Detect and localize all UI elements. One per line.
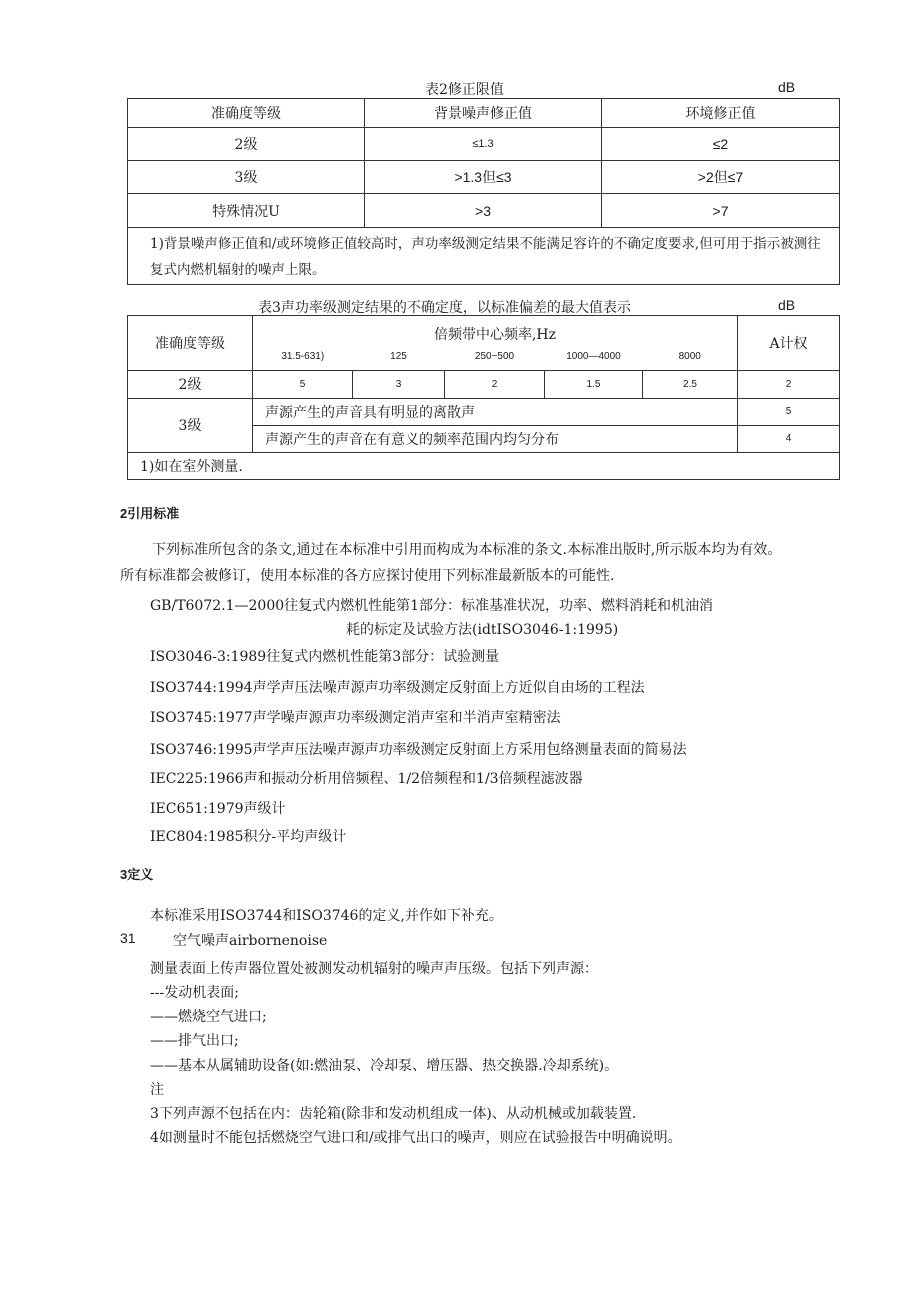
table-cell: 2 — [445, 370, 545, 398]
table-row — [128, 128, 840, 161]
table3-note: 1)如在室外测量. — [128, 452, 840, 479]
reference-item: ISO3046-3:1989往复式内燃机性能第3部分：试验测量 — [150, 649, 500, 665]
table-cell: 2 — [738, 370, 840, 398]
table-note-row — [128, 228, 840, 285]
table2-unit: dB — [778, 79, 796, 95]
table2-caption: 表2修正限值 — [425, 82, 504, 98]
note-item: 3下列声源不包括在内：齿轮箱(除非和发动机组成一体)、从动机械或加载装置. — [150, 1106, 637, 1122]
reference-item: ISO3745:1977声学噪声源声功率级测定消声室和半消声室精密法 — [150, 710, 561, 726]
table-cell: 3级 — [128, 398, 253, 452]
paragraph: 本标准采用ISO3744和ISO3746的定义,并作如下补充。 — [150, 908, 503, 924]
table-cell: >1.3但≤3 — [365, 161, 602, 194]
band-cell: 31.5-631) — [253, 344, 353, 370]
table-cell: 4 — [738, 425, 840, 452]
table2 — [127, 98, 840, 285]
band-cell: 8000 — [643, 344, 738, 370]
note-item: 4如测量时不能包括燃烧空气进口和/或排气出口的噪声，则应在试验报告中明确说明。 — [150, 1130, 682, 1146]
reference-item: ISO3744:1994声学声压法噪声源声功率级测定反射面上方近似自由场的工程法 — [150, 680, 645, 696]
table3-caption: 表3声功率级测定结果的不确定度，以标准偏差的最大值表示 — [258, 300, 631, 316]
header-cell: 背景噪声修正值 — [365, 99, 602, 128]
table-cell: 声源产生的声音在有意义的频率范围内均匀分布 — [253, 425, 738, 452]
reference-item: IEC651:1979声级计 — [150, 801, 286, 817]
table-cell: 声源产生的声音具有明显的离散声 — [253, 398, 738, 425]
table-cell: 特殊情况U — [128, 194, 365, 228]
table-header-row — [128, 99, 840, 128]
table-cell: 1.5 — [545, 370, 643, 398]
table-cell: 5 — [253, 370, 353, 398]
paragraph: 下列标准所包含的条文,通过在本标准中引用而构成为本标准的条文.本标准出版时,所示版本均为有效。 — [152, 542, 782, 558]
header-cell: 准确度等级 — [128, 99, 365, 128]
reference-item: 耗的标定及试验方法(idtISO3046-1:1995) — [346, 622, 619, 638]
reference-item: ISO3746:1995声学声压法噪声源声功率级测定反射面上方采用包络测量表面的简易法 — [150, 742, 687, 758]
section-heading: 2引用标准 — [120, 506, 180, 521]
list-item: ---发动机表面; — [150, 985, 239, 1001]
table-row — [128, 194, 840, 228]
table-cell: 5 — [738, 398, 840, 425]
table-cell: ≤2 — [602, 128, 840, 161]
table-row — [128, 370, 840, 398]
table-cell: 2级 — [128, 128, 365, 161]
term-number: 31 — [120, 930, 136, 946]
table-cell: 2.5 — [643, 370, 738, 398]
section-heading: 3定义 — [120, 867, 154, 882]
list-item: ——排气出口; — [150, 1033, 239, 1049]
table3-band-header: 倍频带中心频率,Hz — [253, 316, 738, 345]
list-item: ——燃烧空气进口; — [150, 1009, 267, 1025]
table-cell: 2级 — [128, 370, 253, 398]
table-cell: ≤1.3 — [365, 128, 602, 161]
table-cell: >7 — [602, 194, 840, 228]
table2-note: 1)背景噪声修正值和/或环境修正值较高时，声功率级测定结果不能满足容许的不确定度要求,但可用于指示被测往复式内燃机辐射的噪声上限。 — [128, 228, 840, 285]
table3 — [127, 315, 840, 480]
note-label: 注 — [150, 1082, 164, 1098]
table3-a-weight-header: A计权 — [738, 316, 840, 371]
reference-item: IEC225:1966声和振动分析用倍频程、1/2倍频程和1/3倍频程滤波器 — [150, 771, 583, 787]
table-cell: >2但≤7 — [602, 161, 840, 194]
band-cell: 250~500 — [445, 344, 545, 370]
list-item: ——基本从属辅助设备(如:燃油泵、冷却泵、增压器、热交换器.冷却系统)。 — [150, 1058, 619, 1074]
band-cell: 125 — [353, 344, 445, 370]
table3-accuracy-header: 准确度等级 — [128, 316, 253, 371]
reference-item: IEC804:1985积分-平均声级计 — [150, 829, 347, 845]
reference-item: GB/T6072.1—2000往复式内燃机性能第1部分：标准基准状况，功率、燃料消耗和机油消 — [150, 598, 714, 614]
table-note-row — [128, 452, 840, 479]
table-cell: 3 — [353, 370, 445, 398]
table-cell: >3 — [365, 194, 602, 228]
band-cell: 1000—4000 — [545, 344, 643, 370]
header-cell: 环境修正值 — [602, 99, 840, 128]
paragraph: 所有标准都会被修订，使用本标准的各方应探讨使用下列标准最新版本的可能性. — [120, 568, 615, 584]
table-row — [128, 398, 840, 425]
table-cell: 3级 — [128, 161, 365, 194]
table3-unit: dB — [778, 297, 796, 313]
table-row — [128, 161, 840, 194]
definition: 测量表面上传声器位置处被测发动机辐射的噪声声压级。包括下列声源： — [150, 961, 598, 977]
term-title: 空气噪声airbornenoise — [173, 933, 328, 949]
